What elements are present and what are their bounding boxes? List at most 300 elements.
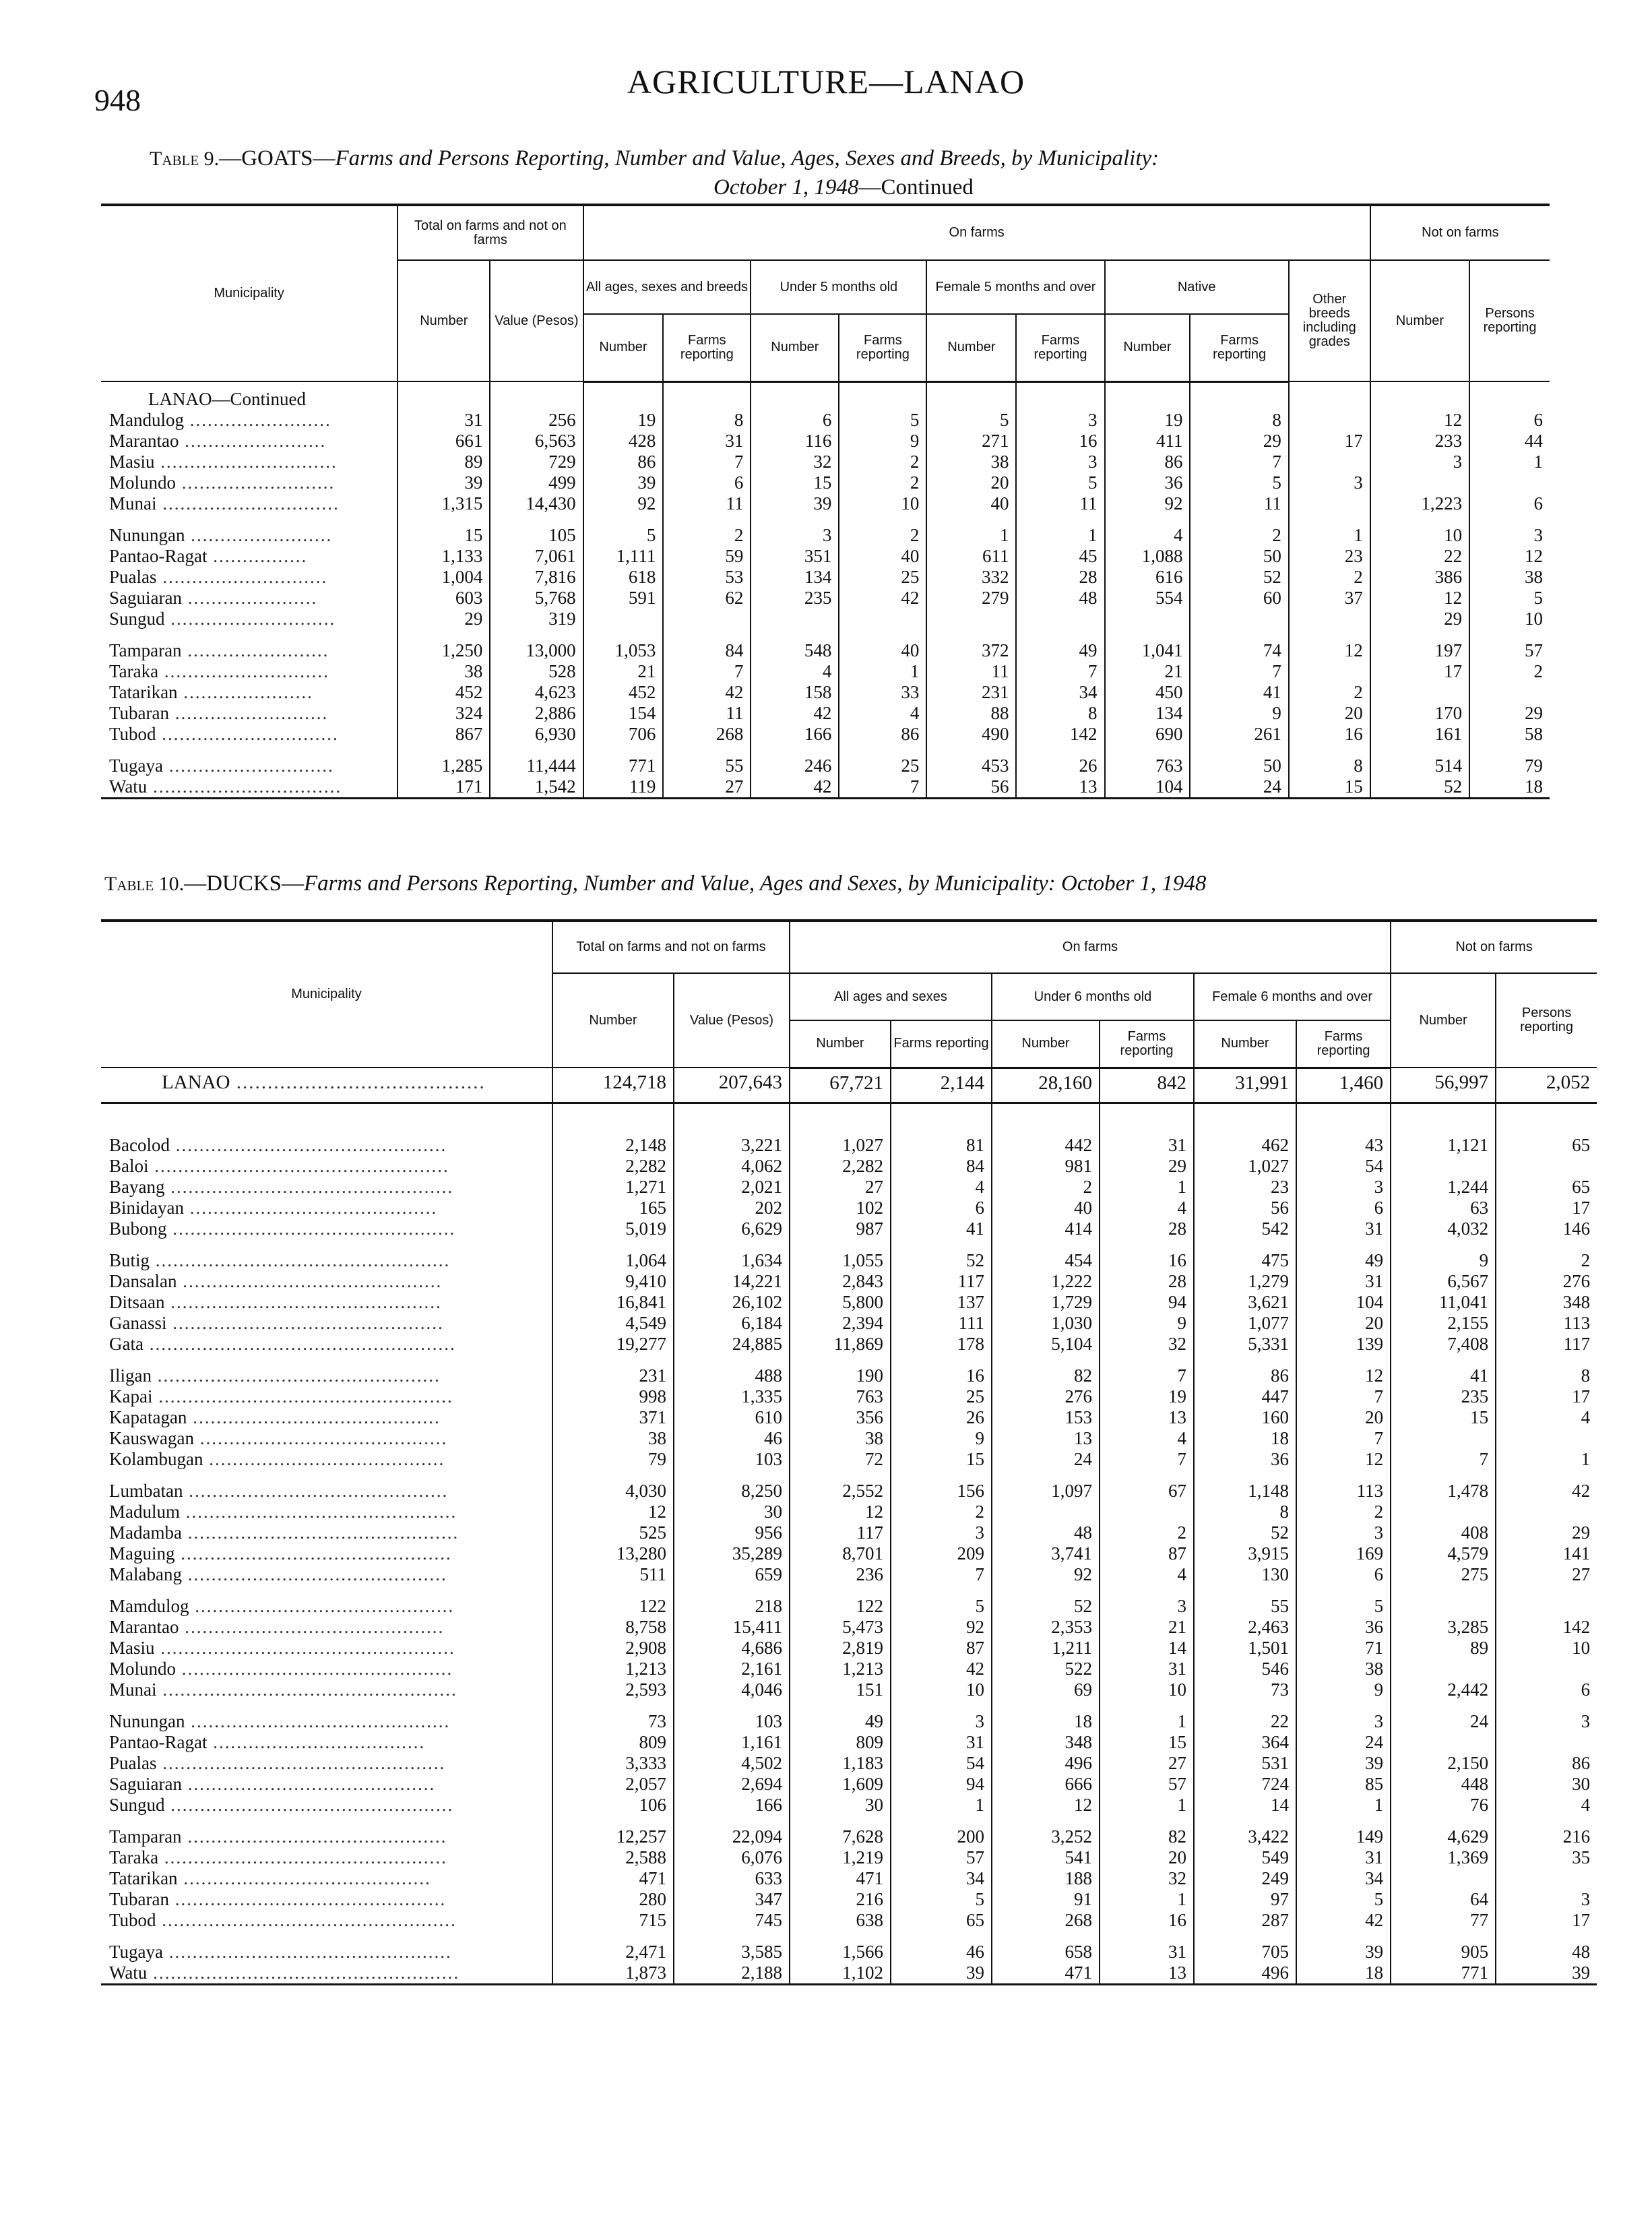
- leader-dots: ..................................................: [148, 1155, 449, 1176]
- value-cell: 116: [751, 431, 839, 452]
- value-cell: 104: [1296, 1292, 1391, 1313]
- municipality-cell: [101, 1407, 552, 1428]
- leader-dots: ............................................: [177, 1270, 443, 1291]
- leader-dots: ................................................: [164, 1176, 454, 1197]
- value-cell: 19: [583, 410, 664, 431]
- value-cell: 8,758: [552, 1617, 674, 1638]
- value-cell: 82: [1100, 1816, 1194, 1847]
- value-cell: 57: [891, 1847, 992, 1868]
- value-cell: 6: [1469, 410, 1550, 431]
- municipality-name: Dansalan: [109, 1270, 177, 1291]
- value-cell: 3: [891, 1700, 992, 1732]
- leader-dots: ............................................: [179, 1616, 445, 1637]
- value-cell: 22,094: [674, 1816, 790, 1847]
- municipality-cell: [101, 1617, 552, 1638]
- value-cell: 38: [1296, 1659, 1391, 1679]
- value-cell: 89: [398, 452, 490, 472]
- value-cell: 73: [552, 1700, 674, 1732]
- value-cell: 763: [1105, 745, 1190, 776]
- value-cell: 117: [891, 1271, 992, 1292]
- value-cell: 705: [1194, 1931, 1296, 1963]
- leader-dots: ........................: [181, 640, 329, 660]
- table-row: [101, 1068, 1597, 1103]
- goats-table: [101, 204, 1550, 799]
- value-cell: 3,915: [1194, 1543, 1296, 1564]
- table-row: [101, 1638, 1597, 1659]
- municipality-name: Sungud: [109, 1794, 165, 1815]
- table-row: [101, 493, 1550, 514]
- municipality-name: Bayang: [109, 1176, 165, 1197]
- value-cell: 62: [663, 588, 751, 609]
- table-row: [101, 472, 1550, 493]
- value-cell: 1,027: [1194, 1156, 1296, 1177]
- value-cell: 633: [674, 1868, 790, 1889]
- value-cell: 21: [1105, 661, 1190, 682]
- value-cell: 319: [490, 609, 583, 629]
- value-cell: 231: [926, 682, 1016, 703]
- value-cell: 2: [1190, 514, 1288, 546]
- value-cell: 2,188: [674, 1963, 790, 1985]
- value-cell: 4,623: [490, 682, 583, 703]
- empty-cell: [1370, 381, 1469, 410]
- value-cell: 45: [1016, 546, 1104, 567]
- t9-header-under5-farms: Farms reporting: [839, 314, 926, 381]
- value-cell: 4,062: [674, 1156, 790, 1177]
- municipality-name: Taraka: [109, 1847, 159, 1867]
- table-row: [101, 1774, 1597, 1795]
- value-cell: 31: [398, 410, 490, 431]
- value-cell: 119: [583, 776, 664, 799]
- value-cell: [1391, 1659, 1496, 1679]
- leader-dots: ..........................................: [177, 1867, 431, 1888]
- value-cell: [1105, 609, 1190, 629]
- table-row: [101, 609, 1550, 629]
- value-cell: 218: [674, 1585, 790, 1617]
- leader-dots: ............................................: [189, 1595, 455, 1616]
- value-cell: 88: [926, 703, 1016, 724]
- value-cell: 842: [1100, 1068, 1194, 1103]
- value-cell: [1496, 1732, 1597, 1753]
- value-cell: 1,315: [398, 493, 490, 514]
- value-cell: 5,019: [552, 1218, 674, 1239]
- value-cell: 104: [1105, 776, 1190, 799]
- table-row: [101, 1847, 1597, 1868]
- value-cell: 142: [1016, 724, 1104, 745]
- value-cell: 1,064: [552, 1239, 674, 1271]
- municipality-name: Pantao-Ragat: [109, 546, 208, 566]
- table-row: [101, 431, 1550, 452]
- value-cell: 85: [1296, 1774, 1391, 1795]
- t9-header-under5: Under 5 months old: [751, 260, 926, 314]
- leader-dots: ................................................: [166, 1218, 456, 1239]
- value-cell: [1496, 1585, 1597, 1617]
- table-row: [101, 1292, 1597, 1313]
- leader-dots: ..............................................: [166, 1312, 444, 1333]
- value-cell: 5: [926, 410, 1016, 431]
- value-cell: 2,150: [1391, 1753, 1496, 1774]
- table-row: [101, 1732, 1597, 1753]
- value-cell: 50: [1190, 745, 1288, 776]
- municipality-cell: [101, 1428, 552, 1449]
- value-cell: 1: [1496, 1449, 1597, 1470]
- municipality-cell: [101, 1543, 552, 1564]
- value-cell: 27: [790, 1177, 891, 1198]
- value-cell: 46: [674, 1428, 790, 1449]
- table-row: [101, 410, 1550, 431]
- value-cell: 103: [674, 1449, 790, 1470]
- leader-dots: ..................................................: [154, 1637, 455, 1658]
- value-cell: 454: [992, 1239, 1100, 1271]
- t10-header-value: Value (Pesos): [674, 973, 790, 1068]
- value-cell: 408: [1391, 1522, 1496, 1543]
- value-cell: 20: [1296, 1407, 1391, 1428]
- value-cell: [1289, 493, 1370, 514]
- value-cell: 42: [1296, 1910, 1391, 1931]
- page-number: 948: [94, 83, 141, 117]
- value-cell: 2: [992, 1177, 1100, 1198]
- value-cell: 42: [891, 1659, 992, 1679]
- value-cell: 3: [1469, 514, 1550, 546]
- value-cell: [1289, 410, 1370, 431]
- value-cell: 65: [1496, 1177, 1597, 1198]
- leader-dots: ..............................: [156, 724, 339, 744]
- municipality-name: Pualas: [109, 567, 157, 587]
- value-cell: 15: [751, 472, 839, 493]
- value-cell: 2,463: [1194, 1617, 1296, 1638]
- value-cell: 171: [398, 776, 490, 799]
- municipality-cell: [101, 588, 398, 609]
- value-cell: 54: [891, 1753, 992, 1774]
- table-row: [101, 546, 1550, 567]
- value-cell: 279: [926, 588, 1016, 609]
- value-cell: [1391, 1502, 1496, 1522]
- value-cell: 57: [1469, 629, 1550, 661]
- value-cell: 3,585: [674, 1931, 790, 1963]
- value-cell: 11,869: [790, 1334, 891, 1355]
- table-row: [101, 452, 1550, 472]
- table-row: [101, 1753, 1597, 1774]
- value-cell: 7: [1016, 661, 1104, 682]
- value-cell: 3,621: [1194, 1292, 1296, 1313]
- value-cell: 4,549: [552, 1313, 674, 1334]
- value-cell: [1289, 661, 1370, 682]
- value-cell: 1: [839, 661, 926, 682]
- t9-header-female5-number: Number: [926, 314, 1016, 381]
- ducks-table: [101, 919, 1597, 1985]
- value-cell: 371: [552, 1407, 674, 1428]
- value-cell: 94: [891, 1774, 992, 1795]
- value-cell: 3,741: [992, 1543, 1100, 1564]
- value-cell: 2,593: [552, 1679, 674, 1700]
- value-cell: 1,609: [790, 1774, 891, 1795]
- t10-header-under6: Under 6 months old: [992, 973, 1194, 1020]
- value-cell: 5: [1469, 588, 1550, 609]
- municipality-cell: [101, 1868, 552, 1889]
- value-cell: [1016, 609, 1104, 629]
- municipality-name: Binidayan: [109, 1197, 184, 1218]
- municipality-cell: [101, 514, 398, 546]
- value-cell: 4,046: [674, 1679, 790, 1700]
- value-cell: 31: [1296, 1218, 1391, 1239]
- municipality-name: LANAO: [162, 1072, 230, 1094]
- value-cell: 76: [1391, 1795, 1496, 1816]
- table-row: [101, 1679, 1597, 1700]
- value-cell: 58: [1469, 724, 1550, 745]
- value-cell: 981: [992, 1156, 1100, 1177]
- value-cell: 13: [1100, 1407, 1194, 1428]
- table-row: [101, 1795, 1597, 1816]
- table-row: [101, 567, 1550, 588]
- municipality-name: Mamdulog: [109, 1595, 189, 1616]
- value-cell: 3: [1016, 452, 1104, 472]
- value-cell: 64: [1391, 1889, 1496, 1910]
- municipality-name: Taraka: [109, 661, 159, 681]
- value-cell: 276: [1496, 1271, 1597, 1292]
- value-cell: 1: [1016, 514, 1104, 546]
- value-cell: 6: [663, 472, 751, 493]
- value-cell: 7: [891, 1564, 992, 1585]
- value-cell: 42: [751, 776, 839, 799]
- municipality-cell: [101, 431, 398, 452]
- value-cell: 50: [1190, 546, 1288, 567]
- value-cell: 4: [891, 1177, 992, 1198]
- value-cell: 52: [1370, 776, 1469, 799]
- empty-cell: [1469, 381, 1550, 410]
- value-cell: 2,694: [674, 1774, 790, 1795]
- value-cell: 6,563: [490, 431, 583, 452]
- value-cell: 7,816: [490, 567, 583, 588]
- value-cell: 3: [1496, 1889, 1597, 1910]
- value-cell: [1190, 609, 1288, 629]
- value-cell: 39: [583, 472, 664, 493]
- value-cell: 154: [583, 703, 664, 724]
- municipality-cell: [101, 1931, 552, 1963]
- municipality-name: Madamba: [109, 1522, 182, 1543]
- empty-cell: [1190, 381, 1288, 410]
- t10-header-all-farms: Farms reporting: [891, 1020, 992, 1068]
- value-cell: 42: [1496, 1470, 1597, 1502]
- t9-header-total: Total on farms and not on farms: [398, 205, 583, 260]
- value-cell: 1: [1100, 1889, 1194, 1910]
- value-cell: 79: [1469, 745, 1550, 776]
- value-cell: 4: [1496, 1795, 1597, 1816]
- municipality-cell: [101, 1068, 552, 1103]
- value-cell: [839, 609, 926, 629]
- value-cell: 94: [1100, 1292, 1194, 1313]
- municipality-name: Munai: [109, 493, 157, 514]
- municipality-name: Molundo: [109, 1658, 177, 1679]
- leader-dots: ..................................................: [150, 1249, 451, 1270]
- value-cell: 26,102: [674, 1292, 790, 1313]
- value-cell: 12: [1289, 629, 1370, 661]
- value-cell: 2,161: [674, 1659, 790, 1679]
- leader-dots: ..............................................: [169, 1134, 447, 1155]
- table-row: [101, 1659, 1597, 1679]
- table-row: [101, 1334, 1597, 1355]
- value-cell: 29: [1100, 1156, 1194, 1177]
- value-cell: 7: [1100, 1355, 1194, 1386]
- t9-header-value: Value (Pesos): [490, 260, 583, 381]
- value-cell: 2: [839, 452, 926, 472]
- value-cell: 39: [1496, 1963, 1597, 1985]
- value-cell: 5: [1296, 1889, 1391, 1910]
- value-cell: 13: [1016, 776, 1104, 799]
- value-cell: 9: [1296, 1679, 1391, 1700]
- value-cell: 28,160: [992, 1068, 1100, 1103]
- value-cell: 261: [1190, 724, 1288, 745]
- value-cell: 106: [552, 1795, 674, 1816]
- value-cell: 5,473: [790, 1617, 891, 1638]
- municipality-cell: [101, 1271, 552, 1292]
- value-cell: 41: [1190, 682, 1288, 703]
- value-cell: 84: [891, 1156, 992, 1177]
- value-cell: 1,183: [790, 1753, 891, 1774]
- leader-dots: ..............................................: [180, 1501, 457, 1522]
- value-cell: 453: [926, 745, 1016, 776]
- value-cell: 1,223: [1370, 493, 1469, 514]
- t10-header-number: Number: [552, 973, 674, 1068]
- value-cell: 15,411: [674, 1617, 790, 1638]
- value-cell: 1,279: [1194, 1271, 1296, 1292]
- municipality-name: Tubaran: [109, 703, 170, 723]
- value-cell: 5,768: [490, 588, 583, 609]
- value-cell: 246: [751, 745, 839, 776]
- value-cell: 11,444: [490, 745, 583, 776]
- leader-dots: ........................................: [203, 1448, 445, 1469]
- value-cell: 659: [674, 1564, 790, 1585]
- value-cell: 5: [839, 410, 926, 431]
- leader-dots: ....................................: [207, 1731, 426, 1752]
- leader-dots: ..........................................: [193, 1427, 448, 1448]
- leader-dots: ......................: [181, 588, 318, 608]
- municipality-name: Malabang: [109, 1564, 182, 1584]
- value-cell: 39: [1296, 1931, 1391, 1963]
- table-row: [101, 1585, 1597, 1617]
- value-cell: 450: [1105, 682, 1190, 703]
- value-cell: 12: [552, 1502, 674, 1522]
- value-cell: 17: [1496, 1910, 1597, 1931]
- municipality-name: Tubod: [109, 724, 156, 744]
- value-cell: 1,213: [552, 1659, 674, 1679]
- value-cell: 348: [1496, 1292, 1597, 1313]
- value-cell: 48: [1496, 1931, 1597, 1963]
- value-cell: 1,097: [992, 1470, 1100, 1502]
- value-cell: 4,502: [674, 1753, 790, 1774]
- value-cell: 1,250: [398, 629, 490, 661]
- value-cell: [751, 609, 839, 629]
- value-cell: 2,282: [552, 1156, 674, 1177]
- value-cell: 14: [1100, 1638, 1194, 1659]
- value-cell: 7: [1190, 661, 1288, 682]
- municipality-cell: [101, 703, 398, 724]
- table-row: [101, 703, 1550, 724]
- value-cell: 3,221: [674, 1103, 790, 1156]
- table-row: [101, 1449, 1597, 1470]
- value-cell: 81: [891, 1103, 992, 1156]
- value-cell: 89: [1391, 1638, 1496, 1659]
- value-cell: 5: [891, 1889, 992, 1910]
- value-cell: 2,843: [790, 1271, 891, 1292]
- value-cell: 49: [1016, 629, 1104, 661]
- value-cell: 638: [790, 1910, 891, 1931]
- value-cell: [1496, 1659, 1597, 1679]
- t10-header-all-number: Number: [790, 1020, 891, 1068]
- value-cell: 414: [992, 1218, 1100, 1239]
- value-cell: 11: [663, 703, 751, 724]
- table-row: [101, 1156, 1597, 1177]
- leader-dots: ................................................: [156, 1752, 446, 1773]
- value-cell: 12: [1370, 410, 1469, 431]
- value-cell: 1,222: [992, 1271, 1100, 1292]
- value-cell: 27: [1100, 1753, 1194, 1774]
- value-cell: 17: [1496, 1386, 1597, 1407]
- value-cell: 87: [891, 1638, 992, 1659]
- value-cell: 905: [1391, 1931, 1496, 1963]
- value-cell: 2,819: [790, 1638, 891, 1659]
- municipality-cell: [101, 1218, 552, 1239]
- table-row: [101, 514, 1550, 546]
- value-cell: 60: [1190, 588, 1288, 609]
- municipality-name: Nunungan: [109, 1710, 185, 1731]
- value-cell: 105: [490, 514, 583, 546]
- value-cell: 235: [751, 588, 839, 609]
- leader-dots: ............................: [163, 755, 334, 776]
- municipality-name: Saguiaran: [109, 1773, 182, 1794]
- municipality-name: Bubong: [109, 1218, 167, 1239]
- value-cell: 471: [992, 1963, 1100, 1985]
- value-cell: 2,588: [552, 1847, 674, 1868]
- municipality-cell: [101, 1585, 552, 1617]
- value-cell: 1: [1469, 452, 1550, 472]
- municipality-name: Tugaya: [109, 1941, 164, 1962]
- value-cell: 276: [992, 1386, 1100, 1407]
- leader-dots: ................................................: [158, 1847, 447, 1867]
- value-cell: 1,213: [790, 1659, 891, 1679]
- value-cell: 49: [790, 1700, 891, 1732]
- value-cell: 34: [891, 1868, 992, 1889]
- value-cell: [1469, 682, 1550, 703]
- value-cell: 7: [1100, 1449, 1194, 1470]
- value-cell: 28: [1100, 1218, 1194, 1239]
- leader-dots: ........................................: [230, 1072, 486, 1094]
- value-cell: 2,394: [790, 1313, 891, 1334]
- value-cell: 13,280: [552, 1543, 674, 1564]
- value-cell: 5: [1190, 472, 1288, 493]
- value-cell: 724: [1194, 1774, 1296, 1795]
- value-cell: 19: [1105, 410, 1190, 431]
- value-cell: 137: [891, 1292, 992, 1313]
- value-cell: 6,076: [674, 1847, 790, 1868]
- value-cell: 200: [891, 1816, 992, 1847]
- value-cell: 72: [790, 1449, 891, 1470]
- value-cell: 6,629: [674, 1218, 790, 1239]
- value-cell: 97: [1194, 1889, 1296, 1910]
- value-cell: 12: [1469, 546, 1550, 567]
- municipality-cell: [101, 1198, 552, 1218]
- value-cell: 91: [992, 1889, 1100, 1910]
- value-cell: 28: [1100, 1271, 1194, 1292]
- value-cell: 987: [790, 1218, 891, 1239]
- value-cell: 287: [1194, 1910, 1296, 1931]
- value-cell: 12: [790, 1502, 891, 1522]
- value-cell: 86: [1105, 452, 1190, 472]
- municipality-name: Bacolod: [109, 1134, 170, 1155]
- value-cell: 1,460: [1296, 1068, 1391, 1103]
- value-cell: 514: [1370, 745, 1469, 776]
- leader-dots: ................: [207, 546, 308, 566]
- municipality-cell: [101, 1177, 552, 1198]
- value-cell: 4: [1105, 514, 1190, 546]
